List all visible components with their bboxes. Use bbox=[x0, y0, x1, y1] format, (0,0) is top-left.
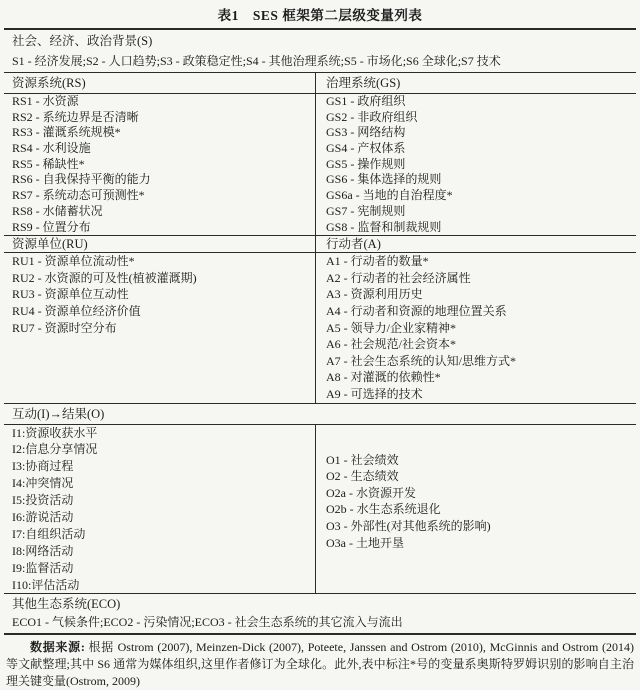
resource-unit-item: RU2 - 水资源的可及性(植被灌溉期) bbox=[12, 270, 197, 285]
resource-system-item: RS1 - 水资源 bbox=[12, 94, 79, 108]
actor-item: A5 - 领导力/企业家精神* bbox=[326, 320, 456, 335]
ses-variables-table bbox=[4, 28, 636, 635]
resource-system-item: RS6 - 自我保持平衡的能力 bbox=[12, 172, 151, 187]
interaction-item: I4:冲突情况 bbox=[12, 476, 74, 491]
source-notes-label: 数据来源: bbox=[30, 640, 85, 655]
section-context bbox=[4, 30, 636, 72]
outcomes-column bbox=[315, 425, 636, 594]
governance-system-item: GS8 - 监督和制裁规则 bbox=[326, 219, 442, 234]
source-notes-text: 根据 Ostrom (2007), Meinzen-Dick (2007), Poteete, Janssen and Ostrom (2010), McGinnis and Ostrom (2014) 等文献整理;其中 S6 通常为媒体组织,这里作者修订为全球化。此外,表中标注*号的变量系奥斯特罗姆识别的影响自主治理关键变量(Ostrom, 2009) bbox=[6, 640, 634, 689]
governance-system-item: GS4 - 产权体系 bbox=[326, 141, 406, 156]
resource-system-header: 资源系统(RS) bbox=[12, 76, 86, 90]
io-items-row bbox=[4, 425, 636, 594]
actors-list bbox=[315, 253, 636, 402]
governance-system-item: GS3 - 网络结构 bbox=[326, 125, 406, 140]
outcome-item: O2b - 水生态系统退化 bbox=[326, 502, 441, 517]
interaction-item: I6:游说活动 bbox=[12, 509, 74, 524]
other-ecosystems-header: 其他生态系统(ECO) bbox=[12, 597, 121, 612]
actor-item: A8 - 对灌溉的依赖性* bbox=[326, 370, 441, 385]
section-other-ecosystems bbox=[4, 594, 636, 633]
actors-header: 行动者(A) bbox=[315, 236, 636, 252]
actor-item: A7 - 社会生态系统的认知/思维方式* bbox=[326, 353, 516, 368]
interaction-item: I8:网络活动 bbox=[12, 543, 74, 558]
actor-item: A3 - 资源利用历史 bbox=[326, 287, 423, 302]
resource-system-item: RS8 - 水储蓄状况 bbox=[12, 203, 103, 218]
resource-system-item: RS5 - 稀缺性* bbox=[12, 156, 85, 171]
actor-item: A9 - 可选择的技术 bbox=[326, 386, 423, 401]
actor-item: A1 - 行动者的数量* bbox=[326, 254, 429, 269]
rs-gs-items-row bbox=[4, 94, 636, 235]
outcome-item: O3a - 土地开垦 bbox=[326, 535, 404, 550]
actor-item: A6 - 社会规范/社会资本* bbox=[326, 337, 456, 352]
resource-system-item: RS2 - 系统边界是否清晰 bbox=[12, 109, 139, 124]
resource-unit-item: RU3 - 资源单位互动性 bbox=[12, 287, 129, 302]
resource-units-header: 资源单位(RU) bbox=[12, 237, 88, 252]
interaction-item: I10:评估活动 bbox=[12, 577, 80, 592]
governance-system-item: GS1 - 政府组织 bbox=[326, 94, 406, 108]
ru-a-items-row bbox=[4, 253, 636, 402]
resource-system-item: RS9 - 位置分布 bbox=[12, 219, 91, 234]
interaction-item: I2:信息分享情况 bbox=[12, 442, 98, 457]
governance-system-item: GS2 - 非政府组织 bbox=[326, 109, 418, 124]
outcome-item: O2 - 生态绩效 bbox=[326, 469, 399, 484]
outcomes-list bbox=[326, 452, 636, 552]
table-source-notes bbox=[4, 639, 636, 690]
interactions-outcomes-header: 互动(I)→结果(O) bbox=[12, 406, 105, 421]
other-ecosystems-content: ECO1 - 气候条件;ECO2 - 污染情况;ECO3 - 社会生态系统的其它流入与流出 bbox=[12, 615, 403, 630]
resource-system-list bbox=[4, 94, 315, 235]
ru-a-header-row bbox=[4, 236, 636, 252]
governance-system-item: GS7 - 宪制规则 bbox=[326, 203, 406, 218]
resource-system-item: RS7 - 系统动态可预测性* bbox=[12, 188, 145, 203]
resource-unit-item: RU7 - 资源时空分布 bbox=[12, 320, 117, 335]
outcome-item: O3 - 外部性(对其他系统的影响) bbox=[326, 518, 491, 533]
rs-gs-header-row bbox=[4, 73, 636, 93]
resource-unit-item: RU1 - 资源单位流动性* bbox=[12, 254, 135, 269]
resource-system-item: RS3 - 灌溉系统规模* bbox=[12, 125, 121, 140]
context-section-header: 社会、经济、政治背景(S) bbox=[12, 34, 153, 48]
actor-item: A2 - 行动者的社会经济属性 bbox=[326, 270, 471, 285]
resource-units-list bbox=[4, 253, 315, 402]
governance-system-header: 治理系统(GS) bbox=[315, 73, 636, 93]
interaction-item: I7:自组织活动 bbox=[12, 526, 86, 541]
context-section-content: S1 - 经济发展;S2 - 人口趋势;S3 - 政策稳定性;S4 - 其他治理系统;S5 - 市场化;S6 全球化;S7 技术 bbox=[12, 54, 501, 68]
interactions-list bbox=[4, 425, 315, 594]
resource-unit-item: RU4 - 资源单位经济价值 bbox=[12, 303, 141, 318]
interaction-item: I1:资源收获水平 bbox=[12, 425, 98, 440]
interaction-item: I3:协商过程 bbox=[12, 459, 74, 474]
resource-system-item: RS4 - 水利设施 bbox=[12, 141, 91, 156]
governance-system-list bbox=[315, 94, 636, 235]
governance-system-item: GS6 - 集体选择的规则 bbox=[326, 172, 442, 187]
table-title: 表1 SES 框架第二层级变量列表 bbox=[217, 8, 423, 23]
interaction-item: I9:监督活动 bbox=[12, 560, 74, 575]
interaction-item: I5:投资活动 bbox=[12, 493, 74, 508]
outcome-item: O1 - 社会绩效 bbox=[326, 452, 399, 467]
actor-item: A4 - 行动者和资源的地理位置关系 bbox=[326, 303, 507, 318]
governance-system-item: GS5 - 操作规则 bbox=[326, 156, 406, 171]
outcome-item: O2a - 水资源开发 bbox=[326, 485, 416, 500]
governance-system-item: GS6a - 当地的自治程度* bbox=[326, 188, 453, 203]
